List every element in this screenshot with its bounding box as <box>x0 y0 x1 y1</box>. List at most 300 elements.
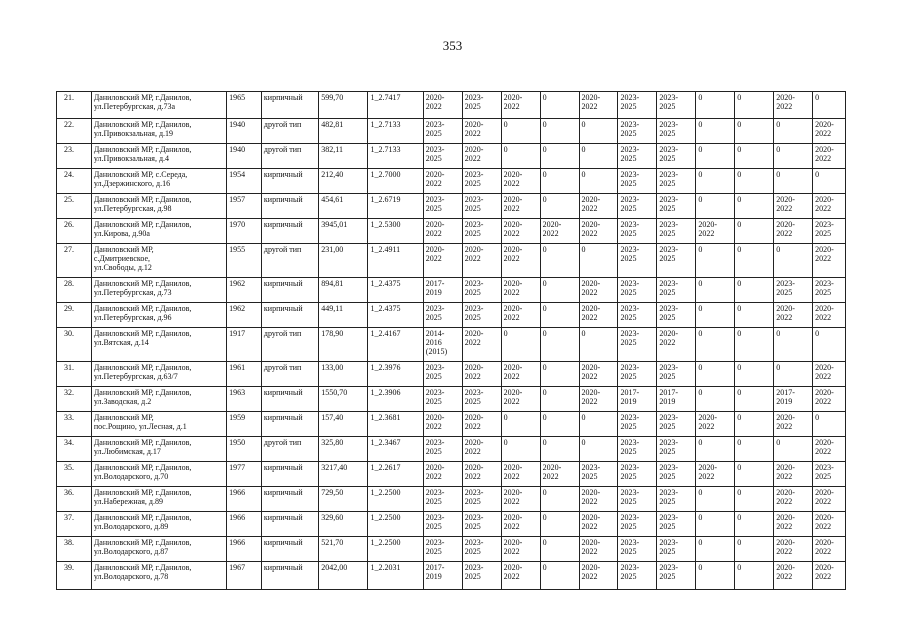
period-cell: 2023- 2025 <box>618 194 657 219</box>
row-number-cell: 34. <box>57 437 92 462</box>
period-cell: 0 <box>579 169 618 194</box>
period-cell: 2023- 2025 <box>618 303 657 328</box>
period-cell: 0 <box>696 328 735 362</box>
period-cell: 2020- 2022 <box>774 487 813 512</box>
period-cell: 0 <box>735 119 774 144</box>
period-cell: 0 <box>579 437 618 462</box>
wall-type-cell: кирпичный <box>261 562 318 590</box>
wall-type-cell: кирпичный <box>261 412 318 437</box>
period-cell: 2020- 2022 <box>462 244 501 278</box>
year-cell: 1940 <box>227 119 262 144</box>
period-cell: 0 <box>774 362 813 387</box>
period-cell: 2023- 2025 <box>462 194 501 219</box>
period-cell: 0 <box>696 562 735 590</box>
address-cell: Даниловский МР, г.Данилов, ул.Петербургская, д.73 <box>91 278 226 303</box>
period-cell: 2023- 2025 <box>657 169 696 194</box>
period-cell: 2023- 2025 <box>657 562 696 590</box>
period-cell: 2020- 2022 <box>813 437 846 462</box>
row-number-cell: 24. <box>57 169 92 194</box>
period-cell: 2020- 2022 <box>501 244 540 278</box>
period-cell: 0 <box>540 537 579 562</box>
period-cell: 2020- 2022 <box>423 462 462 487</box>
period-cell: 2020- 2022 <box>501 537 540 562</box>
period-cell: 2020- 2022 <box>696 412 735 437</box>
row-number-cell: 38. <box>57 537 92 562</box>
year-cell: 1966 <box>227 512 262 537</box>
area-cell: 178,90 <box>319 328 368 362</box>
year-cell: 1959 <box>227 412 262 437</box>
period-cell: 2023- 2025 <box>423 487 462 512</box>
period-cell: 2023- 2025 <box>618 512 657 537</box>
period-cell: 0 <box>696 144 735 169</box>
period-cell: 0 <box>540 412 579 437</box>
period-cell: 0 <box>540 487 579 512</box>
period-cell: 2020- 2022 <box>540 219 579 244</box>
table-row <box>57 328 846 362</box>
period-cell: 2023- 2025 <box>618 144 657 169</box>
table-row <box>57 512 846 537</box>
year-cell: 1967 <box>227 562 262 590</box>
row-number-cell: 25. <box>57 194 92 219</box>
period-cell: 2023- 2025 <box>579 462 618 487</box>
year-cell: 1966 <box>227 537 262 562</box>
period-cell: 2014- 2016 (2015) <box>423 328 462 362</box>
area-cell: 325,80 <box>319 437 368 462</box>
period-cell: 0 <box>696 244 735 278</box>
period-cell: 2020- 2022 <box>501 562 540 590</box>
period-cell: 0 <box>735 562 774 590</box>
period-cell: 0 <box>813 92 846 119</box>
row-number-cell: 36. <box>57 487 92 512</box>
period-cell: 0 <box>696 512 735 537</box>
period-cell: 0 <box>774 244 813 278</box>
address-cell: Даниловский МР, г.Данилов, ул.Петербургская, д.73а <box>91 92 226 119</box>
period-cell: 0 <box>540 169 579 194</box>
period-cell: 2023- 2025 <box>462 169 501 194</box>
index-cell: 1_2.3467 <box>368 437 423 462</box>
index-cell: 1_2.3681 <box>368 412 423 437</box>
period-cell: 2023- 2025 <box>618 562 657 590</box>
period-cell: 2020- 2022 <box>501 303 540 328</box>
period-cell: 2020- 2022 <box>501 512 540 537</box>
period-cell: 2020- 2022 <box>462 144 501 169</box>
table-row <box>57 387 846 412</box>
period-cell: 2020- 2022 <box>813 562 846 590</box>
period-cell: 2023- 2025 <box>423 512 462 537</box>
period-cell: 2023- 2025 <box>813 219 846 244</box>
index-cell: 1_2.2500 <box>368 537 423 562</box>
year-cell: 1954 <box>227 169 262 194</box>
period-cell: 0 <box>774 119 813 144</box>
period-cell: 0 <box>501 328 540 362</box>
period-cell: 0 <box>735 144 774 169</box>
year-cell: 1962 <box>227 278 262 303</box>
period-cell: 2020- 2022 <box>774 462 813 487</box>
period-cell: 2023- 2025 <box>462 537 501 562</box>
wall-type-cell: другой тип <box>261 144 318 169</box>
period-cell: 2020- 2022 <box>579 303 618 328</box>
year-cell: 1955 <box>227 244 262 278</box>
period-cell: 2020- 2022 <box>813 303 846 328</box>
period-cell: 2020- 2022 <box>813 512 846 537</box>
row-number-cell: 30. <box>57 328 92 362</box>
period-cell: 2020- 2022 <box>579 362 618 387</box>
wall-type-cell: другой тип <box>261 437 318 462</box>
period-cell: 0 <box>735 487 774 512</box>
area-cell: 599,70 <box>319 92 368 119</box>
period-cell: 0 <box>696 437 735 462</box>
index-cell: 1_2.5300 <box>368 219 423 244</box>
period-cell: 2020- 2022 <box>462 362 501 387</box>
area-cell: 482,81 <box>319 119 368 144</box>
period-cell: 0 <box>540 387 579 412</box>
period-cell: 2023- 2025 <box>423 119 462 144</box>
row-number-cell: 29. <box>57 303 92 328</box>
period-cell: 2023- 2025 <box>462 512 501 537</box>
period-cell: 2023- 2025 <box>618 219 657 244</box>
area-cell: 3217,40 <box>319 462 368 487</box>
period-cell: 0 <box>540 303 579 328</box>
period-cell: 0 <box>540 437 579 462</box>
table-row <box>57 437 846 462</box>
period-cell: 2023- 2025 <box>423 387 462 412</box>
period-cell: 2020- 2022 <box>462 412 501 437</box>
index-cell: 1_2.4375 <box>368 303 423 328</box>
period-cell: 2023- 2025 <box>657 412 696 437</box>
period-cell: 2020- 2022 <box>462 462 501 487</box>
address-cell: Даниловский МР, с.Дмитриевское, ул.Свободы, д.12 <box>91 244 226 278</box>
wall-type-cell: кирпичный <box>261 278 318 303</box>
address-cell: Даниловский МР, г.Данилов, ул.Володарского, д.78 <box>91 562 226 590</box>
area-cell: 329,60 <box>319 512 368 537</box>
period-cell: 2023- 2025 <box>423 537 462 562</box>
period-cell: 0 <box>696 387 735 412</box>
area-cell: 231,00 <box>319 244 368 278</box>
year-cell: 1917 <box>227 328 262 362</box>
period-cell: 2023- 2025 <box>462 387 501 412</box>
period-cell: 2023- 2025 <box>657 278 696 303</box>
table-row <box>57 303 846 328</box>
period-cell: 2023- 2025 <box>618 119 657 144</box>
row-number-cell: 33. <box>57 412 92 437</box>
period-cell: 2023- 2025 <box>462 278 501 303</box>
period-cell: 2020- 2022 <box>423 219 462 244</box>
period-cell: 0 <box>735 219 774 244</box>
area-cell: 454,61 <box>319 194 368 219</box>
period-cell: 2023- 2025 <box>657 92 696 119</box>
row-number-cell: 23. <box>57 144 92 169</box>
period-cell: 0 <box>774 328 813 362</box>
period-cell: 2020- 2022 <box>501 387 540 412</box>
row-number-cell: 21. <box>57 92 92 119</box>
wall-type-cell: другой тип <box>261 328 318 362</box>
address-cell: Даниловский МР, г.Данилов, ул.Володарского, д.70 <box>91 462 226 487</box>
period-cell: 2017- 2019 <box>423 562 462 590</box>
year-cell: 1962 <box>227 303 262 328</box>
period-cell: 2023- 2025 <box>813 278 846 303</box>
period-cell: 2020- 2022 <box>774 194 813 219</box>
period-cell: 0 <box>540 92 579 119</box>
period-cell: 2020- 2022 <box>579 387 618 412</box>
period-cell: 2020- 2022 <box>462 437 501 462</box>
period-cell: 0 <box>540 278 579 303</box>
period-cell: 0 <box>579 328 618 362</box>
row-number-cell: 32. <box>57 387 92 412</box>
period-cell: 2020- 2022 <box>579 92 618 119</box>
period-cell: 2020- 2022 <box>579 219 618 244</box>
period-cell: 0 <box>735 412 774 437</box>
wall-type-cell: кирпичный <box>261 487 318 512</box>
year-cell: 1977 <box>227 462 262 487</box>
period-cell: 0 <box>501 437 540 462</box>
period-cell: 2020- 2022 <box>501 169 540 194</box>
period-cell: 2023- 2025 <box>774 278 813 303</box>
table-row <box>57 362 846 387</box>
index-cell: 1_2.4375 <box>368 278 423 303</box>
row-number-cell: 37. <box>57 512 92 537</box>
row-number-cell: 26. <box>57 219 92 244</box>
address-cell: Даниловский МР, г.Данилов, ул.Заводская, д.2 <box>91 387 226 412</box>
period-cell: 0 <box>735 194 774 219</box>
period-cell: 0 <box>579 144 618 169</box>
period-cell: 2020- 2022 <box>579 194 618 219</box>
index-cell: 1_2.3976 <box>368 362 423 387</box>
period-cell: 0 <box>696 169 735 194</box>
period-cell: 0 <box>735 437 774 462</box>
period-cell: 0 <box>579 244 618 278</box>
period-cell: 0 <box>735 512 774 537</box>
period-cell: 2023- 2025 <box>657 244 696 278</box>
period-cell: 0 <box>735 362 774 387</box>
period-cell: 0 <box>540 362 579 387</box>
period-cell: 2023- 2025 <box>657 219 696 244</box>
wall-type-cell: кирпичный <box>261 537 318 562</box>
period-cell: 2023- 2025 <box>618 328 657 362</box>
area-cell: 157,40 <box>319 412 368 437</box>
address-cell: Даниловский МР, г.Данилов, ул.Володарского, д.87 <box>91 537 226 562</box>
period-cell: 0 <box>540 119 579 144</box>
period-cell: 0 <box>696 119 735 144</box>
period-cell: 2020- 2022 <box>501 278 540 303</box>
period-cell: 2020- 2022 <box>579 562 618 590</box>
period-cell: 2023- 2025 <box>657 537 696 562</box>
table-row <box>57 412 846 437</box>
area-cell: 382,11 <box>319 144 368 169</box>
year-cell: 1940 <box>227 144 262 169</box>
table-row <box>57 278 846 303</box>
period-cell: 0 <box>579 412 618 437</box>
period-cell: 0 <box>696 194 735 219</box>
period-cell: 2023- 2025 <box>657 362 696 387</box>
period-cell: 2023- 2025 <box>657 303 696 328</box>
year-cell: 1970 <box>227 219 262 244</box>
index-cell: 1_2.7000 <box>368 169 423 194</box>
period-cell: 2023- 2025 <box>657 144 696 169</box>
period-cell: 2023- 2025 <box>462 92 501 119</box>
period-cell: 2017- 2019 <box>423 278 462 303</box>
table-row <box>57 92 846 119</box>
period-cell: 0 <box>735 244 774 278</box>
area-cell: 3945,01 <box>319 219 368 244</box>
index-cell: 1_2.6719 <box>368 194 423 219</box>
housing-table <box>56 91 846 590</box>
year-cell: 1957 <box>227 194 262 219</box>
period-cell: 2023- 2025 <box>657 437 696 462</box>
area-cell: 133,00 <box>319 362 368 387</box>
table-row <box>57 169 846 194</box>
row-number-cell: 39. <box>57 562 92 590</box>
wall-type-cell: другой тип <box>261 362 318 387</box>
table-row <box>57 562 846 590</box>
period-cell: 2023- 2025 <box>813 462 846 487</box>
table-row <box>57 244 846 278</box>
period-cell: 2020- 2022 <box>462 119 501 144</box>
year-cell: 1965 <box>227 92 262 119</box>
table-row <box>57 119 846 144</box>
period-cell: 2020- 2022 <box>774 512 813 537</box>
period-cell: 2023- 2025 <box>423 144 462 169</box>
period-cell: 2020- 2022 <box>579 278 618 303</box>
period-cell: 2020- 2022 <box>774 562 813 590</box>
address-cell: Даниловский МР, с.Середа, ул.Дзержинского, д.16 <box>91 169 226 194</box>
period-cell: 0 <box>735 303 774 328</box>
period-cell: 2023- 2025 <box>618 244 657 278</box>
year-cell: 1961 <box>227 362 262 387</box>
address-cell: Даниловский МР, пос.Рощино, ул.Лесная, д.1 <box>91 412 226 437</box>
area-cell: 1550,70 <box>319 387 368 412</box>
wall-type-cell: кирпичный <box>261 194 318 219</box>
area-cell: 894,81 <box>319 278 368 303</box>
wall-type-cell: кирпичный <box>261 387 318 412</box>
period-cell: 0 <box>540 194 579 219</box>
wall-type-cell: кирпичный <box>261 462 318 487</box>
period-cell: 0 <box>735 328 774 362</box>
period-cell: 2020- 2022 <box>501 362 540 387</box>
address-cell: Даниловский МР, г.Данилов, ул.Петербургская, д.63/7 <box>91 362 226 387</box>
table-row <box>57 487 846 512</box>
page-number: 353 <box>442 38 463 53</box>
period-cell: 2017- 2019 <box>657 387 696 412</box>
period-cell: 2020- 2022 <box>774 92 813 119</box>
period-cell: 0 <box>774 437 813 462</box>
address-cell: Даниловский МР, г.Данилов, ул.Привокзальная, д.19 <box>91 119 226 144</box>
wall-type-cell: кирпичный <box>261 92 318 119</box>
index-cell: 1_2.4167 <box>368 328 423 362</box>
period-cell: 2020- 2022 <box>813 487 846 512</box>
index-cell: 1_2.2031 <box>368 562 423 590</box>
period-cell: 0 <box>696 487 735 512</box>
period-cell: 2023- 2025 <box>657 512 696 537</box>
table-row <box>57 462 846 487</box>
period-cell: 0 <box>501 412 540 437</box>
address-cell: Даниловский МР, г.Данилов, ул.Вятская, д.14 <box>91 328 226 362</box>
period-cell: 0 <box>813 412 846 437</box>
period-cell: 0 <box>540 328 579 362</box>
row-number-cell: 31. <box>57 362 92 387</box>
area-cell: 521,70 <box>319 537 368 562</box>
period-cell: 0 <box>774 144 813 169</box>
period-cell: 0 <box>540 562 579 590</box>
period-cell: 2020- 2022 <box>462 328 501 362</box>
period-cell: 2020- 2022 <box>579 537 618 562</box>
period-cell: 2023- 2025 <box>618 362 657 387</box>
address-cell: Даниловский МР, г.Данилов, ул.Любимская, д.17 <box>91 437 226 462</box>
period-cell: 2023- 2025 <box>657 119 696 144</box>
period-cell: 2023- 2025 <box>423 437 462 462</box>
period-cell: 2023- 2025 <box>618 278 657 303</box>
period-cell: 0 <box>735 462 774 487</box>
period-cell: 2020- 2022 <box>774 412 813 437</box>
period-cell: 0 <box>735 537 774 562</box>
period-cell: 2020- 2022 <box>813 244 846 278</box>
table-row <box>57 537 846 562</box>
row-number-cell: 27. <box>57 244 92 278</box>
index-cell: 1_2.3906 <box>368 387 423 412</box>
period-cell: 2023- 2025 <box>618 412 657 437</box>
period-cell: 2023- 2025 <box>462 487 501 512</box>
period-cell: 2023- 2025 <box>657 487 696 512</box>
period-cell: 2023- 2025 <box>462 562 501 590</box>
address-cell: Даниловский МР, г.Данилов, ул.Петербургская, д.98 <box>91 194 226 219</box>
period-cell: 2020- 2022 <box>813 119 846 144</box>
period-cell: 0 <box>813 169 846 194</box>
period-cell: 2020- 2022 <box>813 362 846 387</box>
period-cell: 0 <box>501 119 540 144</box>
period-cell: 2020- 2022 <box>696 462 735 487</box>
period-cell: 0 <box>696 537 735 562</box>
period-cell: 2020- 2022 <box>501 219 540 244</box>
period-cell: 0 <box>696 362 735 387</box>
period-cell: 2020- 2022 <box>540 462 579 487</box>
period-cell: 2023- 2025 <box>618 487 657 512</box>
address-cell: Даниловский МР, г.Данилов, ул.Кирова, д.90а <box>91 219 226 244</box>
period-cell: 2023- 2025 <box>618 437 657 462</box>
area-cell: 449,11 <box>319 303 368 328</box>
period-cell: 2020- 2022 <box>813 537 846 562</box>
period-cell: 2020- 2022 <box>657 328 696 362</box>
year-cell: 1963 <box>227 387 262 412</box>
index-cell: 1_2.4911 <box>368 244 423 278</box>
wall-type-cell: кирпичный <box>261 303 318 328</box>
period-cell: 2020- 2022 <box>579 512 618 537</box>
period-cell: 2020- 2022 <box>501 92 540 119</box>
period-cell: 0 <box>540 144 579 169</box>
table-row <box>57 194 846 219</box>
period-cell: 2017- 2019 <box>618 387 657 412</box>
index-cell: 1_2.7133 <box>368 119 423 144</box>
index-cell: 1_2.2500 <box>368 512 423 537</box>
period-cell: 0 <box>813 328 846 362</box>
period-cell: 2020- 2022 <box>423 412 462 437</box>
period-cell: 2020- 2022 <box>423 244 462 278</box>
period-cell: 2020- 2022 <box>813 387 846 412</box>
index-cell: 1_2.7133 <box>368 144 423 169</box>
period-cell: 0 <box>696 303 735 328</box>
period-cell: 0 <box>696 92 735 119</box>
wall-type-cell: другой тип <box>261 244 318 278</box>
period-cell: 0 <box>579 119 618 144</box>
table-body <box>57 92 846 590</box>
period-cell: 2020- 2022 <box>501 487 540 512</box>
period-cell: 2020- 2022 <box>774 537 813 562</box>
period-cell: 2023- 2025 <box>657 194 696 219</box>
period-cell: 2020- 2022 <box>579 487 618 512</box>
area-cell: 212,40 <box>319 169 368 194</box>
period-cell: 2017- 2019 <box>774 387 813 412</box>
wall-type-cell: другой тип <box>261 119 318 144</box>
wall-type-cell: кирпичный <box>261 169 318 194</box>
period-cell: 2020- 2022 <box>774 303 813 328</box>
